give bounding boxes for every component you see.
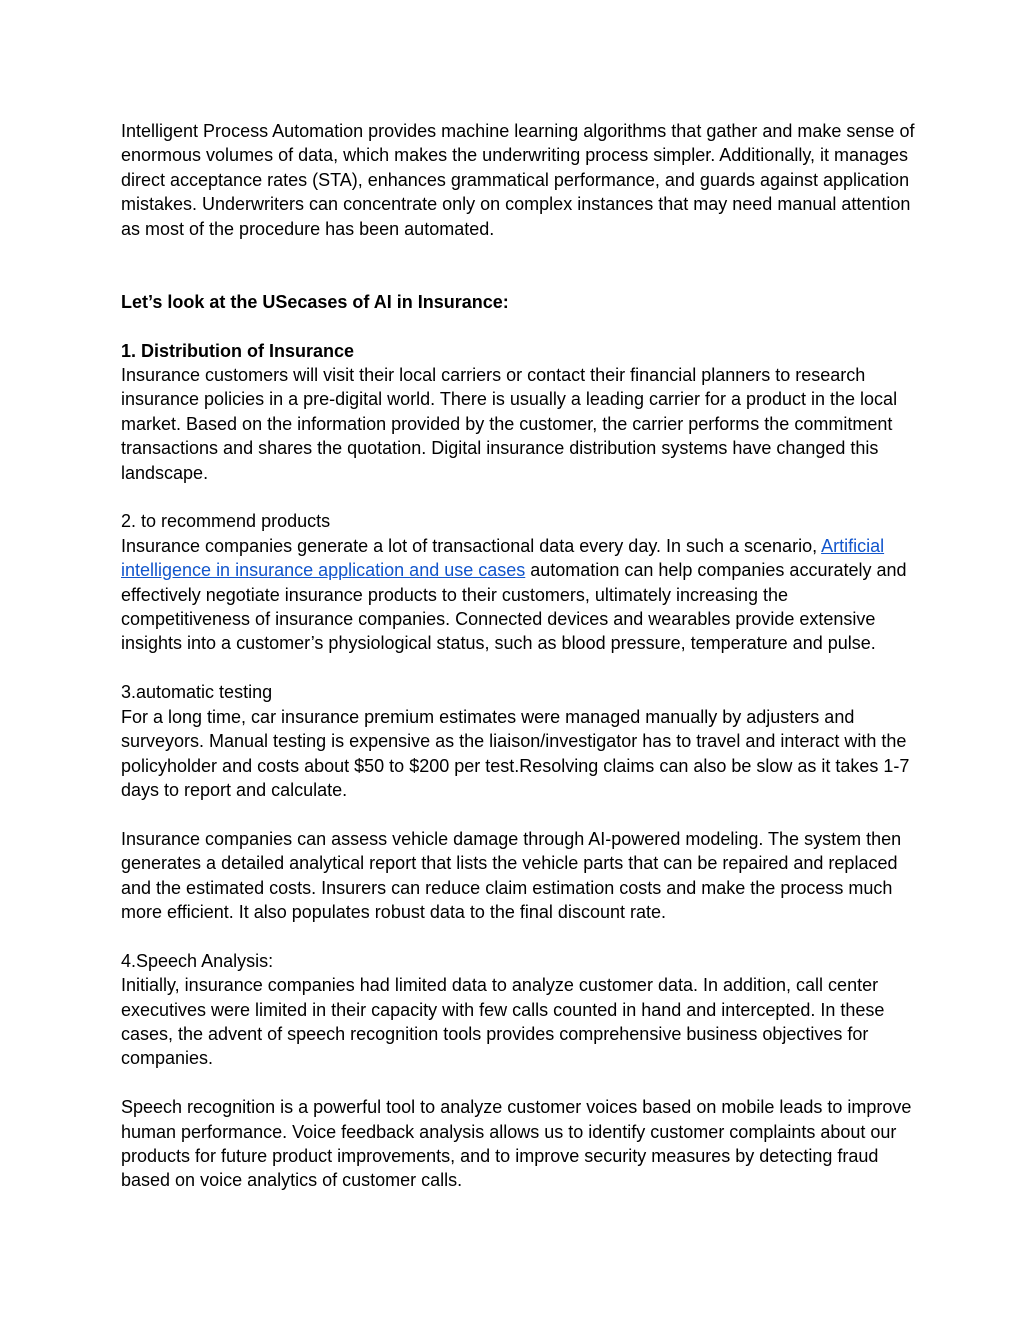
spacer — [121, 924, 921, 948]
spacer — [121, 314, 921, 338]
spacer — [121, 241, 921, 290]
usecases-heading: Let’s look at the USecases of AI in Insurance: — [121, 291, 509, 312]
intro-paragraph: Intelligent Process Automation provides machine learning algorithms that gather and make sense of enormous volumes of data, which makes the underwriting process simpler. Additionally, it manages direct acceptance rates (STA), enhances grammatical performance, and guards against application mistakes. Underwriters can concentrate only on complex instances that may need manual attention as most of the procedure has been automated. — [121, 121, 915, 239]
spacer — [121, 1071, 921, 1095]
section-heading-testing: 3.automatic testing — [121, 682, 273, 703]
spacer — [121, 802, 921, 826]
recommend-body-before-link: Insurance companies generate a lot of transactional data every day. In such a scenario, — [121, 535, 822, 556]
spacer — [121, 485, 921, 509]
section-body-speech: Initially, insurance companies had limited data to analyze customer data. In addition, call center executives were limited in their capacity with few calls counted in hand and intercepted. In these cases, the advent of speech recognition tools provides comprehensive business objectives for companies. — [121, 975, 885, 1069]
section-body-speech-2: Speech recognition is a powerful tool to analyze customer voices based on mobile leads to improve human performance. Voice feedback analysis allows us to identify customer complaints about our products for future product improvements, and to improve security measures by detecting fraud based on voice analytics of customer calls. — [121, 1097, 912, 1191]
spacer — [121, 656, 921, 680]
section-body-testing: For a long time, car insurance premium estimates were managed manually by adjusters and surveyors. Manual testing is expensive as the liaison/investigator has to travel and interact with the policyholder and costs about $50 to $200 per test.Resolving claims can also be slow as it takes 1-7 days to report and calculate. — [121, 706, 910, 800]
section-body-recommend — [121, 534, 921, 656]
section-heading-distribution: 1. Distribution of Insurance — [121, 340, 355, 361]
recommend-body-after-link: automation can help companies accurately and effectively negotiate insurance products to their customers, ultimately increasing the competitiveness of insurance companies. Connected devices and wearables provide extensive insights into a customer’s physiological status, such as blood pressure, temperature and pulse. — [121, 560, 907, 654]
section-body-distribution: Insurance customers will visit their local carriers or contact their financial planners to research insurance policies in a pre-digital world. There is usually a leading carrier for a product in the local market. Based on the information provided by the customer, the carrier performs the commitment transactions and shares the quotation. Digital insurance distribution systems have changed this landscape. — [121, 365, 898, 483]
section-heading-recommend: 2. to recommend products — [121, 511, 331, 532]
section-heading-speech: 4.Speech Analysis: — [121, 950, 274, 971]
document-page — [121, 119, 921, 1193]
section-body-testing-2: Insurance companies can assess vehicle damage through AI-powered modeling. The system then generates a detailed analytical report that lists the vehicle parts that can be repaired and replaced and the estimated costs. Insurers can reduce claim estimation costs and make the process much more efficient. It also populates robust data to the final discount rate. — [121, 828, 902, 922]
ai-insurance-use-cases-link[interactable]: Artificial intelligence in insurance application and use cases — [121, 535, 885, 581]
